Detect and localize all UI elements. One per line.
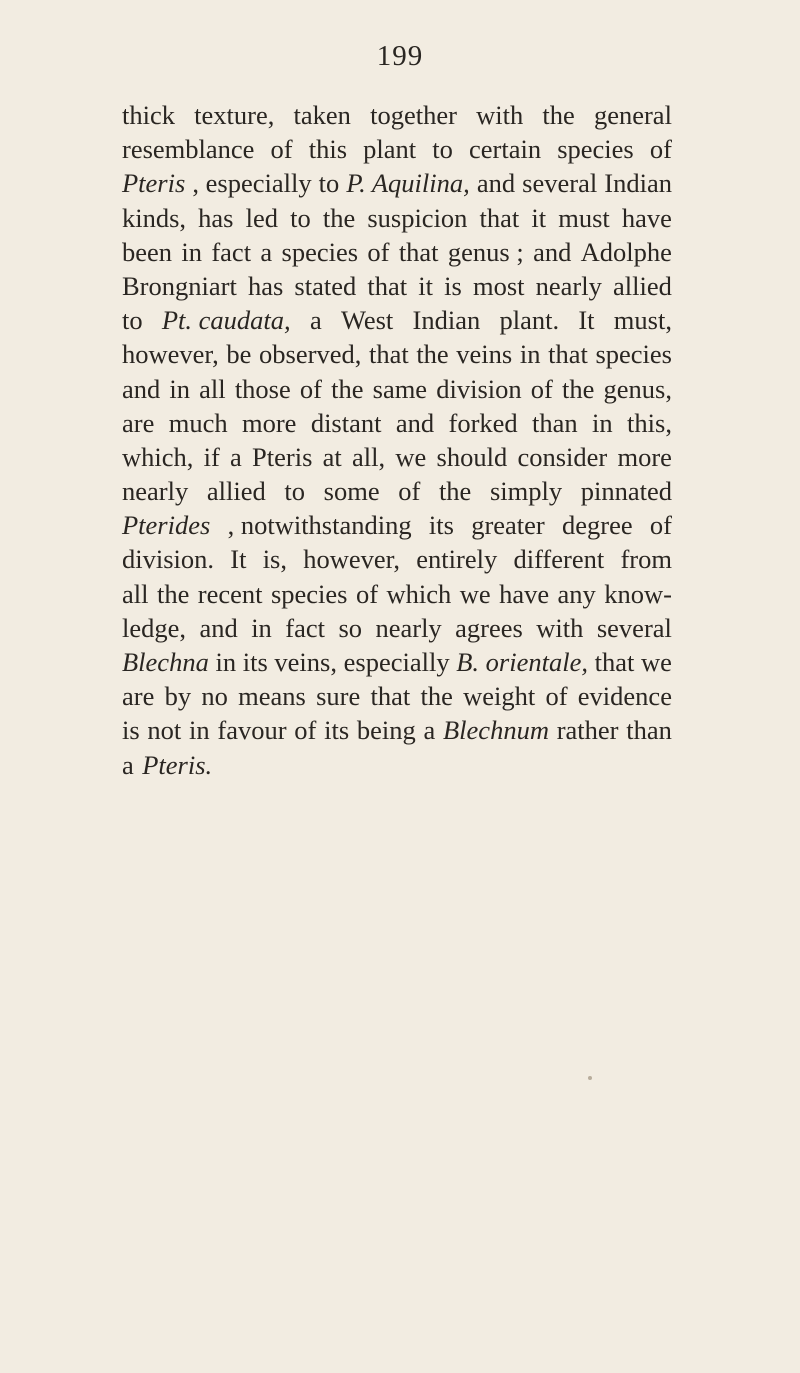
word: suspicion bbox=[367, 202, 468, 233]
text-line bbox=[122, 645, 672, 679]
word: means bbox=[238, 681, 306, 712]
word: the bbox=[542, 100, 575, 130]
word: with bbox=[536, 612, 584, 643]
word: led bbox=[245, 202, 278, 233]
italic-word: Pteris bbox=[122, 168, 186, 199]
italic-word: P. Aquilina, bbox=[346, 168, 470, 199]
word: at bbox=[322, 441, 342, 472]
word: any bbox=[557, 578, 596, 609]
word: allied bbox=[206, 476, 266, 507]
word: Pteris bbox=[252, 441, 313, 472]
word: and bbox=[533, 236, 572, 267]
word: that bbox=[398, 236, 439, 267]
word: been bbox=[122, 236, 173, 267]
word: to bbox=[432, 134, 453, 165]
word: the bbox=[322, 202, 356, 233]
word: more bbox=[617, 441, 672, 472]
italic-word: Blechnum bbox=[443, 715, 549, 746]
word: especially bbox=[343, 647, 450, 677]
word: in bbox=[215, 647, 237, 677]
word: if bbox=[203, 441, 220, 472]
word: nearly bbox=[535, 270, 602, 301]
word: favour bbox=[217, 715, 287, 746]
word: not bbox=[147, 715, 182, 746]
text-line bbox=[122, 303, 672, 337]
word: division. bbox=[122, 544, 215, 575]
word: have bbox=[499, 578, 550, 609]
word: the bbox=[561, 373, 595, 404]
word: of bbox=[398, 476, 421, 507]
word: from bbox=[620, 544, 672, 575]
word: a bbox=[309, 305, 322, 336]
text-line bbox=[122, 235, 672, 269]
word: fact bbox=[211, 236, 252, 267]
word: are bbox=[122, 681, 155, 712]
word: that bbox=[368, 339, 409, 370]
word: some bbox=[323, 476, 380, 507]
text-line bbox=[122, 440, 672, 474]
word: of bbox=[545, 681, 568, 712]
word: the bbox=[438, 476, 472, 507]
word: we bbox=[459, 578, 491, 609]
word: texture, bbox=[194, 100, 275, 130]
word: all, bbox=[352, 441, 386, 472]
word: it bbox=[531, 202, 547, 233]
word: consider bbox=[517, 441, 608, 472]
word: nearly bbox=[375, 612, 442, 643]
word: of bbox=[367, 236, 390, 267]
word: to bbox=[318, 168, 340, 199]
word: its bbox=[428, 510, 454, 541]
word: a bbox=[260, 236, 273, 267]
word: that bbox=[548, 339, 588, 370]
text-line bbox=[122, 166, 672, 200]
word: general bbox=[593, 100, 672, 130]
word: however, bbox=[303, 544, 401, 575]
word: in bbox=[592, 407, 613, 438]
italic-word: Blechna bbox=[122, 647, 209, 677]
body-paragraph bbox=[122, 98, 672, 782]
word: much bbox=[168, 407, 228, 438]
word: plant bbox=[363, 134, 417, 165]
word: must, bbox=[613, 305, 672, 336]
word: forked bbox=[448, 407, 518, 438]
word: species bbox=[595, 339, 672, 370]
text-line bbox=[122, 406, 672, 440]
word: in bbox=[189, 715, 210, 746]
word: all bbox=[199, 373, 226, 404]
word: in bbox=[169, 373, 191, 404]
italic-word: Pterides bbox=[122, 510, 211, 541]
word: veins, bbox=[274, 647, 337, 677]
word: distant bbox=[310, 407, 382, 438]
word: the bbox=[331, 373, 364, 404]
word: know- bbox=[604, 578, 672, 609]
word: to bbox=[290, 202, 311, 233]
word: of bbox=[299, 373, 322, 404]
word: together bbox=[370, 100, 457, 130]
word: than bbox=[532, 407, 578, 438]
word: however, bbox=[122, 339, 219, 370]
italic-word: Pteris. bbox=[142, 749, 213, 780]
word: recent bbox=[197, 578, 263, 609]
text-line bbox=[122, 679, 672, 713]
word: sure bbox=[316, 681, 361, 712]
word: this, bbox=[627, 407, 672, 438]
word: than bbox=[626, 715, 672, 746]
word: It bbox=[578, 305, 595, 336]
word: Adolphe bbox=[580, 236, 672, 267]
text-line bbox=[122, 508, 672, 542]
word: the bbox=[156, 578, 190, 609]
word: has bbox=[247, 270, 284, 301]
word: we bbox=[641, 647, 672, 677]
word: Indian bbox=[604, 168, 672, 199]
text-line bbox=[122, 372, 672, 406]
text-line bbox=[122, 611, 672, 645]
word: are bbox=[122, 407, 155, 438]
word: evidence bbox=[577, 681, 672, 712]
word: It bbox=[230, 544, 247, 575]
word: , especially bbox=[192, 168, 312, 199]
text-line bbox=[122, 269, 672, 303]
word: the bbox=[416, 339, 449, 370]
text-line bbox=[122, 474, 672, 508]
word: and bbox=[476, 168, 516, 199]
word: of bbox=[649, 510, 672, 541]
word: with bbox=[476, 100, 524, 130]
word: it bbox=[418, 270, 433, 301]
word: certain bbox=[468, 134, 542, 165]
text-line bbox=[122, 132, 672, 166]
word: and bbox=[395, 407, 435, 438]
word: that bbox=[479, 202, 520, 233]
word: entirely bbox=[416, 544, 498, 575]
word: in bbox=[251, 612, 272, 643]
word: we bbox=[395, 441, 427, 472]
word: has bbox=[198, 202, 234, 233]
italic-word: Pt. caudata, bbox=[161, 305, 291, 336]
word: weight bbox=[463, 681, 536, 712]
word: the bbox=[420, 681, 453, 712]
word: plant. bbox=[499, 305, 560, 336]
word: no bbox=[201, 681, 228, 712]
word: species bbox=[557, 134, 634, 165]
word: resemblance bbox=[122, 134, 255, 165]
text-line bbox=[122, 98, 672, 132]
word: in bbox=[519, 339, 541, 370]
text-line bbox=[122, 542, 672, 576]
word: fact bbox=[285, 612, 325, 643]
text-line bbox=[122, 577, 672, 611]
word: its bbox=[242, 647, 268, 677]
word: is bbox=[444, 270, 462, 301]
word: thick bbox=[122, 100, 175, 130]
word: same bbox=[372, 373, 428, 404]
word: veins bbox=[456, 339, 513, 370]
word: ledge, bbox=[122, 612, 187, 643]
word: stated bbox=[294, 270, 357, 301]
word: which, bbox=[122, 441, 194, 472]
word: genus ; bbox=[447, 236, 524, 267]
word: Indian bbox=[412, 305, 481, 336]
word: observed, bbox=[259, 339, 362, 370]
word: is bbox=[122, 715, 140, 746]
word: allied bbox=[613, 270, 672, 301]
word: to bbox=[122, 305, 143, 336]
word: be bbox=[226, 339, 252, 370]
word: a bbox=[122, 749, 134, 780]
text-line bbox=[122, 748, 672, 782]
word: of bbox=[530, 373, 553, 404]
word: of bbox=[270, 134, 293, 165]
word: should bbox=[436, 441, 508, 472]
word: West bbox=[340, 305, 394, 336]
word: by bbox=[164, 681, 192, 712]
word: several bbox=[596, 612, 672, 643]
text-line bbox=[122, 201, 672, 235]
word: , notwithstanding bbox=[227, 510, 412, 541]
word: those bbox=[234, 373, 291, 404]
word: kinds, bbox=[122, 202, 187, 233]
word: have bbox=[621, 202, 672, 233]
word: species bbox=[270, 578, 348, 609]
text-line bbox=[122, 713, 672, 747]
word: all bbox=[122, 578, 149, 609]
word: a bbox=[230, 441, 242, 472]
italic-word: B. orientale, bbox=[456, 647, 588, 677]
word: several bbox=[522, 168, 598, 199]
word: greater bbox=[471, 510, 545, 541]
word: that bbox=[594, 647, 635, 677]
page-number: 199 bbox=[376, 40, 424, 72]
word: agrees bbox=[455, 612, 523, 643]
word: that bbox=[367, 270, 408, 301]
word: most bbox=[472, 270, 525, 301]
word: to bbox=[284, 476, 305, 507]
word: of bbox=[294, 715, 317, 746]
word: and bbox=[122, 373, 161, 404]
word: of bbox=[355, 578, 379, 609]
word: pinnated bbox=[580, 476, 672, 507]
word: division bbox=[436, 373, 522, 404]
word: which bbox=[386, 578, 452, 609]
word: rather bbox=[556, 715, 619, 746]
word: nearly bbox=[122, 476, 189, 507]
word: different bbox=[513, 544, 605, 575]
word: Brongniart bbox=[122, 270, 237, 301]
word: in bbox=[181, 236, 202, 267]
word: being bbox=[356, 715, 416, 746]
word: so bbox=[338, 612, 363, 643]
word: of bbox=[649, 134, 672, 165]
word: simply bbox=[489, 476, 563, 507]
word: a bbox=[423, 715, 436, 746]
word: must bbox=[558, 202, 610, 233]
word: species bbox=[281, 236, 359, 267]
word: this bbox=[308, 134, 348, 165]
word: its bbox=[324, 715, 350, 746]
paper-speck bbox=[588, 1076, 592, 1080]
word: more bbox=[241, 407, 297, 438]
word: is, bbox=[262, 544, 287, 575]
word: degree bbox=[562, 510, 633, 541]
word: that bbox=[370, 681, 411, 712]
text-line bbox=[122, 337, 672, 371]
word: and bbox=[199, 612, 238, 643]
word: taken bbox=[293, 100, 351, 130]
word: genus, bbox=[603, 373, 672, 404]
